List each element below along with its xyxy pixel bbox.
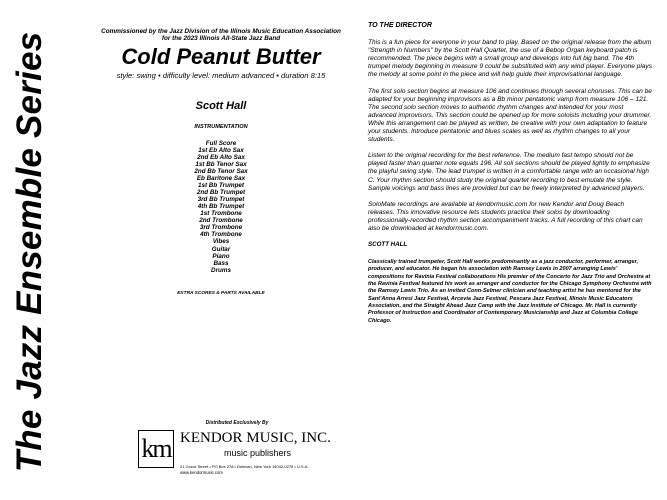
instrument-item: 2nd Eb Alto Sax [197,153,245,161]
instrument-item: Vibes [212,238,230,246]
extra-parts-note: EXTRA SCORES & PARTS AVAILABLE [177,290,265,296]
instrument-item: 1st Bb Tenor Sax [195,160,247,168]
director-paragraph: The first solo section begins at measure 106 and continues through several choruses. This can be adapted for your beginning improvisors as a Bb minor pentatonic vamp from measure 106 – 121. The second solo section moves to authentic rhythm changes and intended for your most advanced improvisors. This section could be opened up for more soloists including your drummer. While this arrangement can be played as written, be creative with your own adaptation to feature your students. Introduce pentatonic and blues scales as well as rhythm changes to all your students. [368,87,652,144]
publisher-name: KENDOR MUSIC, INC. [180,430,331,446]
instrument-item: 3rd Trombone [199,224,243,232]
instrument-item: Eb Baritone Sax [196,175,246,183]
commission-line: for the 2023 Illinois All-State Jazz Band [161,35,281,43]
instrument-item: 1st Bb Trumpet [197,182,245,190]
instrument-item: 3rd Bb Trumpet [197,196,245,204]
instrument-item: 4th Bb Trumpet [197,203,245,211]
instrument-list [96,140,346,274]
bio-heading: SCOTT HALL [368,241,408,249]
publisher-block [132,420,342,475]
instrument-item: 2nd Trombone [199,217,243,225]
instrument-item: Full Score [205,139,237,147]
publisher-subname: music publishers [224,448,292,458]
instrument-item: Drums [211,266,231,274]
director-paragraph: SoloMate recordings are available at kendormusic.com for new Kendor and Doug Beach releases. This innovative resource lets students practice their solos by downloading professionally-recorded rhythm section accompaniment tracks. A full recording of this chart can also be downloaded at kendormusic.com. [368,200,643,232]
distributed-by: Distributed Exclusively By [205,420,269,426]
instrumentation-heading: INSTRUMENTATION [194,123,248,130]
instrument-item: 4th Trombone [200,231,242,239]
kendor-logo [138,430,174,468]
director-paragraph: Listen to the original recording for the best reference. The medium fast tempo should not be played faster than quarter note equals 196. All soli sections should be played lightly to emphasize the playful swing style. The lead trumpet is written in a comfortable range with an occasional high C. Your rhythm section should study the original quartet recording to best emulate the style. Sample voicings and bass lines are provided but can be freely interpreted by advanced players. [368,152,650,192]
instrument-item: Guitar [211,245,231,253]
instrument-item: 1st Eb Alto Sax [198,146,244,154]
director-heading: TO THE DIRECTOR [368,22,432,29]
commission-line: Commissioned by the Jazz Division of the Illinois Music Education Association [101,28,341,35]
series-title [4,8,56,496]
director-paragraph: This is a fun piece for everyone in your band to play. Based on the original release from the album "Strength in Numbers" by the Scott Hall Quartet, the use of a Bebop Organ keyboard patch is recommended. The piece begins with a small group and develops into full big band. The 4th trumpet melody beginning in measure 9 could be substituted with any wind player. Everyone plays the melody at some point in the piece and will help guide their improvisational language. [368,39,652,79]
instrument-item: 2nd Bb Tenor Sax [194,168,248,175]
instrument-item: Bass [213,259,229,267]
instrument-item: 1st Trombone [200,210,242,218]
kendor-logo-text: km [141,434,171,463]
piece-title: Cold Peanut Butter [121,43,321,69]
director-notes [368,22,652,333]
cover-left-column [96,28,346,296]
bio-text: Classically trained trumpeter, Scott Hall works predominantly as a jazz conductor, performer, arranger, producer, and educator. He began his association with Ramsey Lewis in 2007 arranging Lewis' compositions for Ravinia Festival collaborations His premier of the Concerto for Jazz Trio and Orchestra at the Ravinia Festival featured his work as arranger and conductor for the Chicago Symphony Orchestra with the Ramsey Lewis Trio. As an invited Conn-Selmer clinician and teaching artist he has mentored for the Sant'Anna Arresi Jazz Festival, Arcevia Jazz Festival, Pescara Jazz Festival, Illinois Music Educators Association, and the Straight Ahead Jazz Camp with the Jazz Institute of Chicago. Mr. Hall is currently Professor of Instruction and Coordinator of Contemporary Musicianship and Jazz at Columbia College Chicago. [368,259,652,324]
commission-note [96,28,346,43]
instrument-item: 2nd Bb Trumpet [196,189,246,197]
style-line: style: swing • difficulty level: medium advanced • duration 8:15 [116,70,326,80]
series-title-text: The Jazz Ensemble Series [10,31,49,473]
publisher-address: 21 Grove Street • PO Box 278 • Delevan, New York 14042-0278 • U.S.A. [180,464,309,469]
publisher-website[interactable]: www.kendormusic.com [180,470,223,475]
instrument-item: Piano [212,252,230,260]
composer-name: Scott Hall [195,99,247,112]
